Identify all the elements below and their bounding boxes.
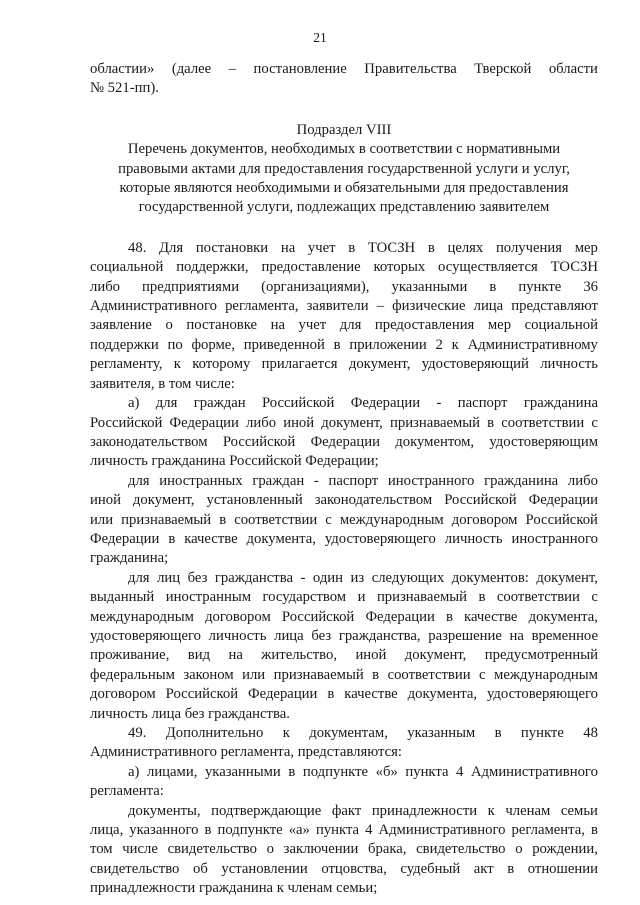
word: удостоверяющего <box>487 686 598 703</box>
text-line: регламента: <box>90 783 164 800</box>
word: в <box>445 608 453 625</box>
word: рождении, <box>532 841 598 858</box>
word: пункте <box>520 725 564 741</box>
word: качестве <box>464 608 518 625</box>
word: – <box>228 61 237 77</box>
text-line <box>90 646 598 665</box>
word: Федерации <box>310 433 380 450</box>
word: для <box>128 472 150 489</box>
word: либо <box>246 414 277 431</box>
word: в <box>219 511 227 528</box>
word: иной <box>355 647 387 664</box>
word: граждан <box>193 395 246 412</box>
word: один <box>312 569 344 586</box>
word: законодательством <box>314 492 433 509</box>
paragraph-p49 <box>90 724 598 763</box>
word: на <box>270 317 285 334</box>
text-line <box>90 258 598 277</box>
word: Правительства <box>364 61 457 77</box>
word: учет <box>298 317 327 334</box>
word: заключении <box>283 841 359 858</box>
word: государством <box>262 589 347 606</box>
word: подтверждающие <box>211 802 322 819</box>
text-line: заявителя, в том числе: <box>90 375 235 392</box>
word: или <box>90 511 114 528</box>
text-line <box>90 511 598 530</box>
section-title-line: которые являются необходимыми и обязательными для предоставления <box>119 180 569 197</box>
word: приложении <box>349 336 427 353</box>
word: факт <box>331 802 362 819</box>
word: - <box>313 472 319 489</box>
word: 49. <box>128 725 147 741</box>
word: Российской <box>444 492 517 509</box>
word: в <box>372 666 380 683</box>
word: числе <box>122 841 158 858</box>
section-title-line: Перечень документов, необходимых в соответствии с нормативными <box>127 141 561 158</box>
word: документа, <box>528 608 598 625</box>
word: для <box>128 569 150 586</box>
word: заявители <box>306 298 369 315</box>
text-line <box>90 336 598 355</box>
word: документа, <box>407 686 478 703</box>
word: к <box>451 336 459 353</box>
word: подпункте <box>217 822 283 839</box>
word: с <box>479 666 486 683</box>
word: мер <box>487 317 512 334</box>
word: признаваемый <box>376 589 467 606</box>
word: предоставления <box>374 317 475 334</box>
word: качестве <box>344 686 398 703</box>
word: личность <box>540 356 598 373</box>
word: предоставление <box>261 259 361 276</box>
word: форме, <box>191 336 235 353</box>
word: указанным <box>407 725 476 741</box>
word: Российской <box>222 433 296 450</box>
word: которых <box>373 259 426 276</box>
word: мер <box>574 239 598 256</box>
word: признаваемый <box>389 414 481 431</box>
word: (далее <box>171 61 212 77</box>
word: Федерации <box>365 608 435 625</box>
text-line: принадлежности гражданина к членам семьи; <box>90 880 378 897</box>
word: отцовства, <box>321 860 387 877</box>
word: Административному <box>467 336 598 353</box>
word: без <box>187 569 208 586</box>
word: иностранным <box>165 589 252 606</box>
paragraph-list <box>90 239 598 899</box>
word: 48 <box>583 725 598 741</box>
word: документ, <box>321 414 383 431</box>
word: паспорт <box>457 395 508 412</box>
word: предусмотренный <box>484 647 598 664</box>
word: документы, <box>128 802 201 819</box>
text-line <box>90 666 598 685</box>
section-heading <box>90 121 598 218</box>
text-line <box>90 627 598 646</box>
text-line: Административного регламента, представляются: <box>90 744 402 761</box>
word: разрешение <box>428 627 502 644</box>
word: Для <box>159 239 184 256</box>
word: «а» <box>288 822 310 839</box>
word: документов: <box>451 569 529 586</box>
word: из <box>350 569 365 586</box>
word: гражданина <box>523 395 598 412</box>
paragraph-p48c <box>90 569 598 724</box>
text-line <box>90 472 598 491</box>
word: в <box>507 860 515 877</box>
word: об <box>192 860 208 877</box>
word: международным <box>90 608 194 625</box>
word: и <box>357 589 366 606</box>
word: 4 <box>456 763 464 780</box>
word: судебный <box>400 860 461 877</box>
word: гражданства, <box>338 627 421 644</box>
word: международным <box>494 666 598 683</box>
word: с <box>325 511 332 528</box>
word: проживание, <box>90 647 170 664</box>
word: для <box>155 395 178 412</box>
text-line <box>90 355 598 374</box>
word: либо <box>567 472 598 489</box>
word: социальной <box>524 317 598 334</box>
text-line <box>90 530 598 549</box>
word: 36 <box>583 278 598 295</box>
word: ТОСЗН <box>367 239 416 256</box>
word: без <box>311 627 332 644</box>
word: указанными <box>391 278 468 295</box>
word: постановке <box>186 317 258 334</box>
word: гражданина <box>484 472 559 489</box>
word: регламента, <box>511 822 585 839</box>
word: Федерации <box>90 530 160 547</box>
word: 48. <box>128 239 147 256</box>
word: соответствии <box>387 666 471 683</box>
word: в <box>427 239 435 256</box>
word: договором <box>90 686 156 703</box>
word: в <box>489 278 497 295</box>
word: в <box>494 725 502 741</box>
word: приведенной <box>243 336 325 353</box>
word: документ, <box>132 492 195 509</box>
word: лицами, <box>146 763 198 780</box>
word: иной <box>283 414 315 431</box>
word: к <box>487 802 495 819</box>
word: следующих <box>371 569 445 586</box>
word: Федерации <box>350 395 421 412</box>
word: вид <box>187 647 211 664</box>
word: получения <box>495 239 563 256</box>
word: признаваемый <box>273 666 364 683</box>
word: лица, <box>90 822 124 839</box>
word: в <box>590 822 598 839</box>
text-line <box>90 278 598 297</box>
word: иностранных <box>159 472 243 489</box>
text-line <box>90 608 598 627</box>
word: гражданства <box>214 569 293 586</box>
word: Административного <box>378 822 506 839</box>
word: указанного <box>129 822 199 839</box>
word: или <box>242 666 266 683</box>
word: указанными <box>204 763 281 780</box>
word: договором <box>451 511 518 528</box>
word: документам, <box>309 725 388 741</box>
word: с <box>591 414 598 431</box>
word: регламенту, <box>90 356 163 373</box>
text-line: личность лица без гражданства. <box>90 705 290 722</box>
word: для <box>339 317 362 334</box>
paragraph-p49a <box>90 763 598 802</box>
word: (организациями), <box>261 278 370 295</box>
word: свидетельство <box>167 841 257 858</box>
word: постановление <box>253 61 347 77</box>
word: лица <box>274 627 304 644</box>
word: Дополнительно <box>165 725 264 741</box>
text-line <box>90 821 598 840</box>
word: на <box>280 239 296 256</box>
word: подпункте <box>302 763 369 780</box>
word: постановки <box>195 239 269 256</box>
text-line <box>90 297 598 316</box>
word: в <box>288 763 296 780</box>
word: представляют <box>511 298 598 315</box>
word: иностранного <box>511 530 598 547</box>
word: на <box>228 647 243 664</box>
word: прилагается <box>261 356 338 373</box>
word: осуществляется <box>438 259 538 276</box>
text-line <box>90 433 598 452</box>
word: документ, <box>536 569 598 586</box>
word: Административного <box>90 298 217 315</box>
word: брака, <box>368 841 407 858</box>
word: поддержки, <box>176 259 249 276</box>
word: а) <box>128 395 140 412</box>
text-line <box>90 724 598 743</box>
word: «б» <box>375 763 398 780</box>
word: Российской <box>281 608 355 625</box>
word: Российской <box>90 414 163 431</box>
word: целях <box>447 239 484 256</box>
word: договором <box>205 608 271 625</box>
word: временное <box>531 627 598 644</box>
word: Административного <box>470 763 598 780</box>
word: иной <box>90 492 121 509</box>
word: иностранного <box>387 472 475 489</box>
text-line <box>90 763 598 782</box>
word: о <box>515 841 523 858</box>
word: документа, <box>246 530 316 547</box>
word: удостоверяющего <box>90 627 201 644</box>
word: в <box>168 530 176 547</box>
word: отношении <box>527 860 598 877</box>
spacer <box>90 218 598 239</box>
word: - <box>436 395 442 412</box>
word: поддержки <box>90 336 159 353</box>
word: на <box>509 627 524 644</box>
word: лица <box>473 298 504 315</box>
word: предприятиями <box>142 278 240 295</box>
word: соответствии <box>496 589 580 606</box>
word: либо <box>90 278 121 295</box>
word: 2 <box>435 336 443 353</box>
subsection-number: Подраздел VIII <box>296 121 392 138</box>
word: свидетельство <box>90 860 180 877</box>
word: Федерации <box>528 492 598 509</box>
word: области <box>548 61 598 77</box>
word: к <box>173 356 181 373</box>
word: семьи <box>560 802 598 819</box>
section-title-line: правовыми актами для предоставления государственной услуги и услуг, <box>118 160 570 177</box>
word: удостоверяющего <box>324 530 436 547</box>
word: Тверской <box>474 61 532 77</box>
section-title-line: государственной услуги, подлежащих представлению заявителем <box>138 199 550 216</box>
text-line: № 521-пп). <box>90 80 159 97</box>
page-number: 21 <box>313 30 327 45</box>
word: с <box>591 589 598 606</box>
word: удостоверяющим <box>489 433 598 450</box>
word: признаваемый <box>121 511 212 528</box>
text-line <box>90 588 598 607</box>
word: личность <box>444 530 503 547</box>
word: областии» <box>90 61 155 77</box>
word: качестве <box>184 530 238 547</box>
word: физические <box>392 298 466 315</box>
word: членам <box>505 802 551 819</box>
word: выданный <box>90 589 155 606</box>
word: 4 <box>365 822 373 839</box>
word: Российской <box>525 511 598 528</box>
word: ТОСЗН <box>550 259 598 276</box>
paragraph-p48a <box>90 394 598 472</box>
word: в <box>327 686 335 703</box>
word: паспорт <box>328 472 379 489</box>
word: том <box>90 841 113 858</box>
word: в <box>478 589 486 606</box>
word: – <box>376 298 385 315</box>
word: пункта <box>315 822 360 839</box>
word: документом, <box>395 433 475 450</box>
word: установлении <box>221 860 308 877</box>
text-line <box>90 414 598 433</box>
word: принадлежности <box>371 802 478 819</box>
paragraph-p48 <box>90 239 598 394</box>
word: законодательством <box>90 433 208 450</box>
word: в <box>204 822 212 839</box>
text-line <box>90 316 598 335</box>
word: в <box>348 239 356 256</box>
word: удостоверяющий <box>421 356 529 373</box>
word: учет <box>307 239 336 256</box>
word: личность <box>208 627 267 644</box>
text-line <box>90 491 598 510</box>
page-content <box>90 60 598 899</box>
word: Российской <box>165 686 239 703</box>
word: установленный <box>206 492 303 509</box>
spacer <box>90 99 598 121</box>
word: Федерации <box>248 686 318 703</box>
word: социальной <box>90 259 164 276</box>
word: акт <box>473 860 494 877</box>
word: пункте <box>518 278 562 295</box>
word: документ, <box>348 356 411 373</box>
word: регламента, <box>225 298 299 315</box>
word: а) <box>128 763 140 780</box>
text-line <box>90 569 598 588</box>
text-line: личность гражданина Российской Федерации; <box>90 453 379 470</box>
word: пункта <box>405 763 449 780</box>
word: к <box>282 725 290 741</box>
word: - <box>300 569 306 586</box>
text-line <box>90 60 598 79</box>
text-line <box>90 239 598 258</box>
paragraph-p48b <box>90 472 598 569</box>
word: федеральным <box>90 666 175 683</box>
word: лиц <box>157 569 181 586</box>
word: в <box>487 414 495 431</box>
word: международным <box>339 511 444 528</box>
word: законом <box>183 666 234 683</box>
word: заявление <box>90 317 152 334</box>
text-line <box>90 394 598 413</box>
text-line: гражданина; <box>90 550 169 567</box>
word: свидетельство <box>416 841 506 858</box>
word: соответствии <box>234 511 318 528</box>
word: граждан <box>252 472 305 489</box>
text-line <box>90 860 598 879</box>
word: соответствии <box>501 414 585 431</box>
word: которому <box>192 356 251 373</box>
text-line <box>90 685 598 704</box>
word: о <box>165 317 173 334</box>
paragraph-p49a1 <box>90 802 598 899</box>
word: в <box>333 336 341 353</box>
word: о <box>266 841 274 858</box>
word: Российской <box>262 395 335 412</box>
word: жительство, <box>261 647 338 664</box>
word: по <box>167 336 183 353</box>
text-line <box>90 802 598 821</box>
intro-paragraph <box>90 60 598 99</box>
word: документ, <box>404 647 467 664</box>
text-line <box>90 840 598 859</box>
word: Федерации <box>169 414 239 431</box>
